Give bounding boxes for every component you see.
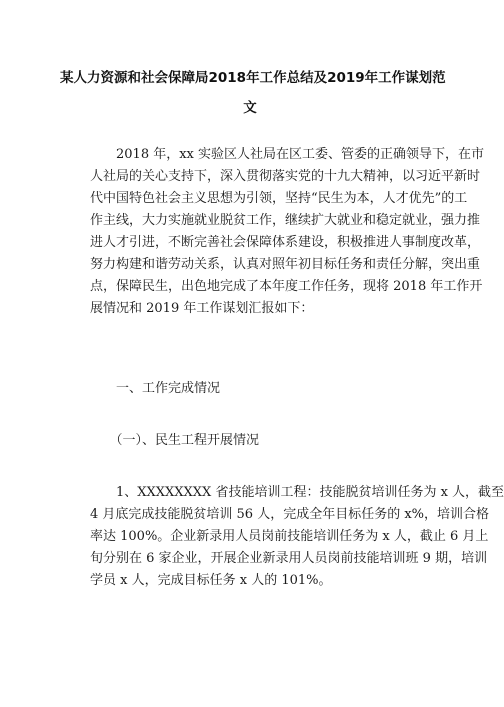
intro-line: 作主线，大力实施就业脱贫工作，继续扩大就业和稳定就业，强力推	[90, 213, 481, 228]
intro-line: 点，保障民生，出色地完成了本年度工作任务，现将 2018 年工作开	[90, 279, 483, 294]
intro-paragraph	[90, 144, 485, 320]
item-line: 学员 x 人，完成目标任务 x 人的 101%。	[90, 573, 332, 588]
document-title-line-2: 文	[243, 100, 257, 116]
intro-line: 代中国特色社会主义思想为引领，坚持“民生为本，人才优先”的工	[90, 191, 468, 206]
intro-line: 人社局的关心支持下，深入贯彻落实党的十九大精神，以习近平新时	[90, 169, 481, 184]
intro-line: 展情况和 2019 年工作谋划汇报如下：	[90, 301, 314, 316]
intro-line: 2018 年，xx 实验区人社局在区工委、管委的正确领导下，在市	[90, 147, 485, 162]
document-title-line-1: 某人力资源和社会保障局2018年工作总结及2019年工作谋划范	[60, 70, 446, 86]
item-line: 1、XXXXXXXX 省技能培训工程：技能脱贫培训任务为 x 人，截至	[90, 485, 504, 500]
item-line: 旬分别在 6 家企业，开展企业新录用人员岗前技能培训班 9 期，培训	[90, 551, 488, 566]
section-heading: 一、工作完成情况	[90, 381, 221, 396]
item-line: 4 月底完成技能脱贫培训 56 人，完成全年目标任务的 x%，培训合格	[90, 507, 490, 522]
intro-line: 努力构建和谐劳动关系，认真对照年初目标任务和责任分解，突出重	[90, 257, 481, 272]
subsection-heading: （一）、民生工程开展情况	[90, 433, 260, 448]
intro-line: 进人才引进，不断完善社会保障体系建设，积极推进人事制度改革，	[90, 235, 481, 250]
item-line: 率达 100%。企业新录用人员岗前技能培训任务为 x 人，截止 6 月上	[90, 529, 489, 544]
item-1-paragraph	[90, 482, 504, 592]
